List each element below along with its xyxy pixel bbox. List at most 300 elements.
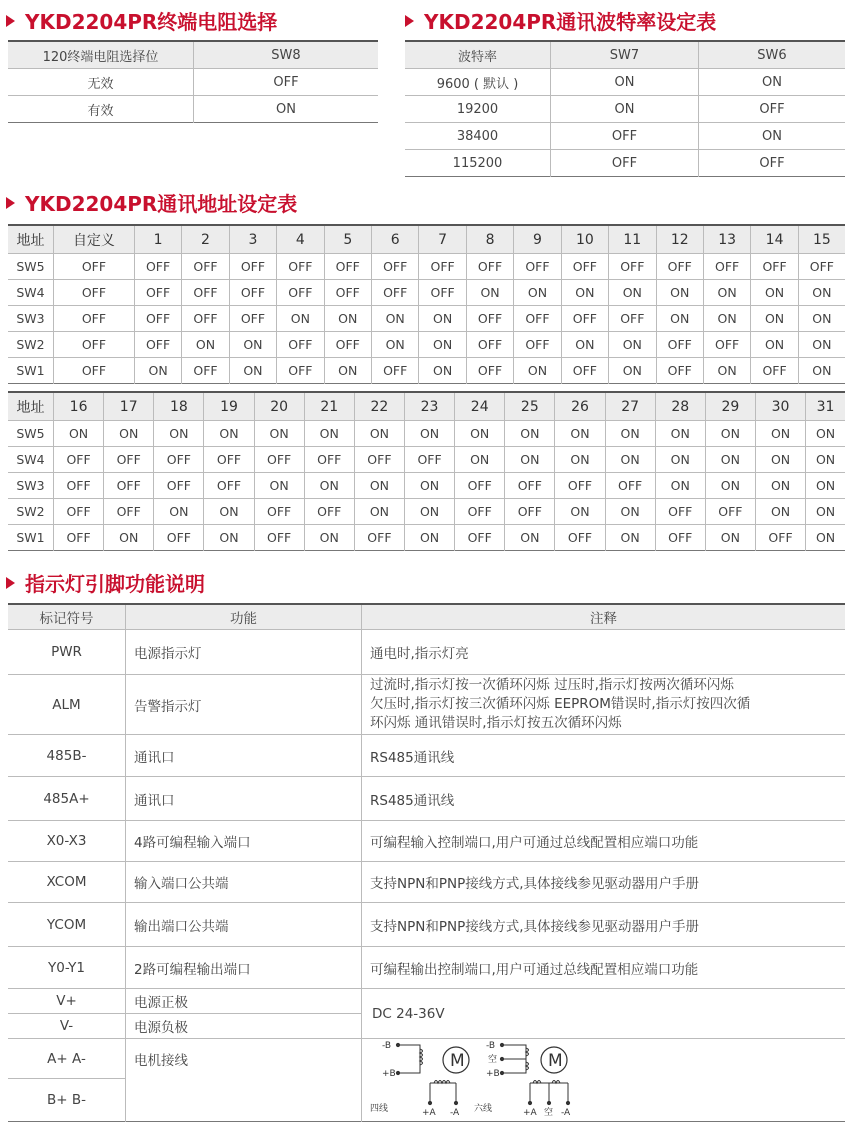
- alm-note-line: 欠压时,指示灯按三次循环闪烁 EEPROM错误时,指示灯按四次循: [370, 696, 751, 712]
- table-cell: SW3: [8, 306, 54, 332]
- table-cell: 30: [755, 392, 805, 421]
- table-cell: OFF: [254, 525, 304, 551]
- six-a-minus-label: -A: [561, 1108, 571, 1118]
- table-cell: OFF: [561, 358, 608, 384]
- table-cell: OFF: [656, 332, 703, 358]
- motor-wiring-cell: [362, 1039, 846, 1122]
- table-cell: ON: [324, 358, 371, 384]
- table-cell: 5: [324, 225, 371, 254]
- table-cell: OFF: [182, 254, 229, 280]
- table-cell: OFF: [455, 499, 505, 525]
- table-cell: ON: [605, 525, 655, 551]
- table-cell: OFF: [354, 447, 404, 473]
- table-cell: ON: [705, 473, 755, 499]
- section-title-led: 指示灯引脚功能说明: [6, 568, 205, 597]
- table-cell: 9600 ( 默认 ): [405, 69, 551, 96]
- table-cell: SW1: [8, 358, 54, 384]
- section-title-termination: YKD2204PR终端电阻选择: [6, 6, 277, 35]
- table-cell: OFF: [419, 254, 466, 280]
- table-cell: ALM: [8, 675, 126, 735]
- table-cell: 12: [656, 225, 703, 254]
- table-cell: OFF: [551, 150, 699, 177]
- table-row: [405, 150, 845, 177]
- table-cell: ON: [655, 421, 705, 447]
- table-cell: 19: [204, 392, 254, 421]
- table-cell: ON: [182, 332, 229, 358]
- table-cell: ON: [104, 525, 154, 551]
- table-cell: OFF: [134, 332, 181, 358]
- six-a-mid-label: 空: [544, 1108, 554, 1118]
- table-cell: OFF: [703, 332, 750, 358]
- table-cell: 2: [182, 225, 229, 254]
- table-cell: ON: [277, 306, 324, 332]
- table-cell: 31: [806, 392, 845, 421]
- table-row: [8, 777, 845, 821]
- table-cell: 27: [605, 392, 655, 421]
- table-cell: A+ A-: [8, 1039, 126, 1079]
- table-cell: 8: [466, 225, 513, 254]
- table-cell: OFF: [404, 447, 454, 473]
- table-cell: 24: [455, 392, 505, 421]
- table-header-row: [8, 604, 845, 630]
- table-cell: ON: [755, 447, 805, 473]
- table-cell: ON: [755, 473, 805, 499]
- table-cell: ON: [304, 525, 354, 551]
- table-cell: ON: [404, 421, 454, 447]
- table-row: [405, 96, 845, 123]
- table-cell: ON: [609, 358, 656, 384]
- table-cell: OFF: [703, 254, 750, 280]
- table-cell: OFF: [54, 254, 135, 280]
- table-cell: 无效: [8, 69, 194, 96]
- address-table-0-15: [8, 224, 845, 384]
- table-row: [8, 473, 845, 499]
- table-cell: ON: [699, 123, 846, 150]
- power-note: DC 24-36V: [372, 1005, 445, 1022]
- baud-table: [405, 40, 845, 177]
- table-cell: ON: [609, 332, 656, 358]
- table-cell: OFF: [324, 254, 371, 280]
- table-cell: OFF: [104, 499, 154, 525]
- table-cell: OFF: [466, 332, 513, 358]
- termination-table: [8, 40, 378, 123]
- four-a-plus-label: +A: [422, 1108, 436, 1118]
- table-cell: OFF: [655, 525, 705, 551]
- table-cell: OFF: [54, 332, 135, 358]
- table-cell: ON: [371, 332, 418, 358]
- table-cell: OFF: [514, 332, 561, 358]
- table-cell: OFF: [154, 447, 204, 473]
- table-cell: OFF: [254, 499, 304, 525]
- table-cell: ON: [655, 473, 705, 499]
- table-row: [8, 735, 845, 777]
- table-row: [8, 306, 845, 332]
- table-cell: OFF: [555, 525, 605, 551]
- motor-letter: M: [450, 1051, 465, 1071]
- table-cell: ON: [204, 421, 254, 447]
- table-cell: RS485通讯线: [362, 735, 846, 777]
- table-cell: ON: [54, 421, 104, 447]
- table-cell: ON: [705, 447, 755, 473]
- table-cell: 21: [304, 392, 354, 421]
- table-cell: OFF: [154, 473, 204, 499]
- table-cell: 可编程输出控制端口,用户可通过总线配置相应端口功能: [362, 947, 846, 989]
- six-a-plus-label: +A: [523, 1108, 537, 1118]
- table-cell: ON: [705, 525, 755, 551]
- table-cell: 18: [154, 392, 204, 421]
- table-cell: ON: [751, 280, 798, 306]
- table-cell: 20: [254, 392, 304, 421]
- table-cell: OFF: [656, 358, 703, 384]
- table-cell: OFF: [194, 69, 379, 96]
- table-cell: ON: [229, 332, 276, 358]
- table-row: [8, 821, 845, 862]
- table-cell: ON: [514, 280, 561, 306]
- table-row: [8, 903, 845, 947]
- table-cell: OFF: [505, 473, 555, 499]
- table-row: [8, 499, 845, 525]
- table-cell: OFF: [656, 254, 703, 280]
- table-cell: OFF: [54, 306, 135, 332]
- table-row: [8, 69, 378, 96]
- table-cell: 通讯口: [126, 777, 362, 821]
- table-cell: ON: [154, 421, 204, 447]
- table-cell: OFF: [204, 447, 254, 473]
- table-cell: 13: [703, 225, 750, 254]
- table-row: [405, 123, 845, 150]
- table-cell: 6: [371, 225, 418, 254]
- four-b-plus-label: +B: [382, 1069, 396, 1079]
- table-cell: OFF: [555, 473, 605, 499]
- table-cell: V+: [8, 989, 126, 1014]
- table-cell: OFF: [699, 96, 846, 123]
- table-cell: 485A+: [8, 777, 126, 821]
- table-cell: OFF: [419, 280, 466, 306]
- table-row: [8, 280, 845, 306]
- table-cell: YCOM: [8, 903, 126, 947]
- table-cell: 自定义: [54, 225, 135, 254]
- table-cell: OFF: [229, 254, 276, 280]
- table-cell: OFF: [751, 358, 798, 384]
- table-cell: OFF: [104, 473, 154, 499]
- table-cell: ON: [806, 525, 845, 551]
- table-cell: OFF: [755, 525, 805, 551]
- table-cell: OFF: [134, 254, 181, 280]
- table-cell: ON: [806, 421, 845, 447]
- table-cell: ON: [505, 421, 555, 447]
- table-cell: ON: [605, 447, 655, 473]
- table-cell: OFF: [229, 306, 276, 332]
- table-row: [8, 332, 845, 358]
- table-cell: ON: [605, 421, 655, 447]
- table-cell: 16: [54, 392, 104, 421]
- table-cell: ON: [555, 421, 605, 447]
- table-cell: OFF: [54, 525, 104, 551]
- table-cell: OFF: [324, 280, 371, 306]
- table-cell: OFF: [182, 358, 229, 384]
- table-row: [8, 525, 845, 551]
- table-cell: ON: [555, 447, 605, 473]
- table-cell: ON: [254, 421, 304, 447]
- table-cell: OFF: [371, 254, 418, 280]
- table-cell: ON: [605, 499, 655, 525]
- four-a-minus-label: -A: [450, 1108, 460, 1118]
- table-cell: ON: [751, 306, 798, 332]
- table-cell: OFF: [154, 525, 204, 551]
- table-cell: OFF: [505, 499, 555, 525]
- table-row: [8, 358, 845, 384]
- table-cell: 1: [134, 225, 181, 254]
- table-cell: OFF: [699, 150, 846, 177]
- alm-note-line: 过流时,指示灯按一次循环闪烁 过压时,指示灯按两次循环闪烁: [370, 677, 734, 693]
- table-cell: ON: [354, 421, 404, 447]
- table-cell: V-: [8, 1014, 126, 1039]
- table-cell: OFF: [277, 280, 324, 306]
- table-cell: ON: [419, 358, 466, 384]
- table-cell: OFF: [514, 254, 561, 280]
- table-cell: ON: [656, 306, 703, 332]
- table-cell: OFF: [514, 306, 561, 332]
- section-title-address: YKD2204PR通讯地址设定表: [6, 188, 297, 217]
- table-cell: 标记符号: [8, 604, 126, 630]
- table-cell: ON: [561, 280, 608, 306]
- table-cell: OFF: [277, 358, 324, 384]
- table-cell: 15: [798, 225, 845, 254]
- table-cell: OFF: [104, 447, 154, 473]
- table-cell: ON: [806, 473, 845, 499]
- table-row: [8, 447, 845, 473]
- table-cell: SW3: [8, 473, 54, 499]
- table-cell: OFF: [54, 499, 104, 525]
- table-cell: SW4: [8, 447, 54, 473]
- table-cell: 28: [655, 392, 705, 421]
- table-cell: 2路可编程输出端口: [126, 947, 362, 989]
- table-cell: 支持NPN和PNP接线方式,具体接线参见驱动器用户手册: [362, 903, 846, 947]
- table-cell: 3: [229, 225, 276, 254]
- table-cell: SW5: [8, 254, 54, 280]
- table-cell: ON: [505, 447, 555, 473]
- triangle-bullet-icon: [6, 15, 15, 27]
- table-cell: SW2: [8, 499, 54, 525]
- six-b-minus-label: -B: [486, 1041, 496, 1051]
- table-cell: OFF: [277, 254, 324, 280]
- table-cell: 29: [705, 392, 755, 421]
- table-cell: ON: [609, 280, 656, 306]
- table-cell: Y0-Y1: [8, 947, 126, 989]
- motor-letter: M: [548, 1051, 563, 1071]
- table-cell: ON: [798, 280, 845, 306]
- table-cell: ON: [798, 332, 845, 358]
- table-cell: SW2: [8, 332, 54, 358]
- table-cell: OFF: [705, 499, 755, 525]
- table-cell: ON: [505, 525, 555, 551]
- table-cell: 地址: [8, 225, 54, 254]
- table-cell: ON: [354, 499, 404, 525]
- table-cell: ON: [798, 306, 845, 332]
- table-cell: OFF: [324, 332, 371, 358]
- table-cell: 9: [514, 225, 561, 254]
- table-cell: ON: [699, 69, 846, 96]
- table-row: [405, 69, 845, 96]
- table-cell: ON: [798, 358, 845, 384]
- table-cell: 注释: [362, 604, 846, 630]
- table-cell: 有效: [8, 96, 194, 123]
- table-cell: ON: [194, 96, 379, 123]
- table-cell: OFF: [561, 254, 608, 280]
- table-cell: OFF: [54, 280, 135, 306]
- table-cell: OFF: [54, 358, 135, 384]
- table-cell: OFF: [798, 254, 845, 280]
- table-cell: ON: [703, 280, 750, 306]
- table-cell: ON: [354, 473, 404, 499]
- table-cell: OFF: [134, 280, 181, 306]
- table-cell: X0-X3: [8, 821, 126, 862]
- led-pin-table: [8, 603, 845, 1122]
- table-cell: 支持NPN和PNP接线方式,具体接线参见驱动器用户手册: [362, 862, 846, 903]
- table-row: [8, 675, 845, 735]
- table-cell: OFF: [182, 280, 229, 306]
- table-cell: 23: [404, 392, 454, 421]
- table-cell: ON: [404, 473, 454, 499]
- triangle-bullet-icon: [6, 577, 15, 589]
- alm-note-line: 环闪烁 通讯错误时,指示灯按五次循环闪烁: [370, 715, 622, 731]
- table-cell: SW1: [8, 525, 54, 551]
- table-cell: 电源负极: [126, 1014, 362, 1039]
- table-cell: PWR: [8, 630, 126, 675]
- table-cell: ON: [455, 421, 505, 447]
- table-cell: 115200: [405, 150, 551, 177]
- table-cell: 功能: [126, 604, 362, 630]
- table-row: [8, 630, 845, 675]
- table-cell: B+ B-: [8, 1079, 126, 1122]
- table-cell: [362, 675, 846, 735]
- table-cell: ON: [204, 525, 254, 551]
- four-b-minus-label: -B: [382, 1041, 392, 1051]
- table-cell: 电源指示灯: [126, 630, 362, 675]
- table-cell: SW5: [8, 421, 54, 447]
- table-row: [8, 989, 845, 1014]
- table-cell: ON: [324, 306, 371, 332]
- table-cell: ON: [304, 473, 354, 499]
- table-cell: 电机接线: [126, 1039, 362, 1122]
- table-cell: OFF: [304, 499, 354, 525]
- triangle-bullet-icon: [405, 15, 414, 27]
- table-header-row: [8, 225, 845, 254]
- table-cell: ON: [304, 421, 354, 447]
- table-cell: 14: [751, 225, 798, 254]
- table-row: [8, 254, 845, 280]
- table-cell: 17: [104, 392, 154, 421]
- four-wire-caption: 四线: [370, 1104, 389, 1114]
- table-cell: SW7: [551, 41, 699, 69]
- table-cell: OFF: [751, 254, 798, 280]
- table-cell: OFF: [605, 473, 655, 499]
- table-cell: ON: [404, 499, 454, 525]
- table-cell: ON: [371, 306, 418, 332]
- table-cell: ON: [154, 499, 204, 525]
- table-cell: OFF: [561, 306, 608, 332]
- table-cell: ON: [419, 306, 466, 332]
- table-cell: 485B-: [8, 735, 126, 777]
- table-cell: ON: [134, 358, 181, 384]
- table-cell: OFF: [354, 525, 404, 551]
- table-cell: ON: [419, 332, 466, 358]
- table-cell: ON: [703, 306, 750, 332]
- table-cell: 地址: [8, 392, 54, 421]
- table-cell: ON: [755, 499, 805, 525]
- table-cell: OFF: [466, 358, 513, 384]
- table-cell: 7: [419, 225, 466, 254]
- table-cell: 4: [277, 225, 324, 254]
- table-cell: ON: [561, 332, 608, 358]
- table-cell: SW6: [699, 41, 846, 69]
- table-cell: 输出端口公共端: [126, 903, 362, 947]
- table-cell: XCOM: [8, 862, 126, 903]
- section-title-baud: YKD2204PR通讯波特率设定表: [405, 6, 716, 35]
- table-cell: OFF: [229, 280, 276, 306]
- table-cell: ON: [551, 96, 699, 123]
- table-cell: 38400: [405, 123, 551, 150]
- table-cell: ON: [806, 499, 845, 525]
- table-row: [8, 947, 845, 989]
- table-cell: OFF: [466, 254, 513, 280]
- table-cell: ON: [204, 499, 254, 525]
- triangle-bullet-icon: [6, 197, 15, 209]
- table-cell: ON: [705, 421, 755, 447]
- table-cell: ON: [751, 332, 798, 358]
- table-cell: ON: [806, 447, 845, 473]
- table-cell: ON: [104, 421, 154, 447]
- table-cell: OFF: [455, 525, 505, 551]
- table-cell: ON: [404, 525, 454, 551]
- table-cell: OFF: [204, 473, 254, 499]
- table-cell: OFF: [254, 447, 304, 473]
- table-row: [8, 96, 378, 123]
- table-cell: OFF: [134, 306, 181, 332]
- table-cell: OFF: [54, 473, 104, 499]
- table-cell: ON: [254, 473, 304, 499]
- table-cell: 22: [354, 392, 404, 421]
- six-mid-label: 空: [488, 1055, 498, 1065]
- table-row: [8, 862, 845, 903]
- table-cell: ON: [656, 280, 703, 306]
- motor-wiring-diagram: [370, 1039, 670, 1121]
- table-cell: OFF: [551, 123, 699, 150]
- table-cell: 11: [609, 225, 656, 254]
- table-cell: OFF: [609, 306, 656, 332]
- table-cell: ON: [555, 499, 605, 525]
- table-cell: ON: [551, 69, 699, 96]
- six-b-plus-label: +B: [486, 1069, 500, 1079]
- table-row: [8, 421, 845, 447]
- table-cell: SW8: [194, 41, 379, 69]
- table-cell: 26: [555, 392, 605, 421]
- table-cell: OFF: [455, 473, 505, 499]
- table-cell: ON: [466, 280, 513, 306]
- table-cell: ON: [755, 421, 805, 447]
- table-cell: 电源正极: [126, 989, 362, 1014]
- table-cell: 通讯口: [126, 735, 362, 777]
- six-wire-caption: 六线: [474, 1104, 493, 1114]
- table-header-row: [8, 392, 845, 421]
- table-cell: 120终端电阻选择位: [8, 41, 194, 69]
- table-cell: ON: [455, 447, 505, 473]
- table-row: [8, 1039, 845, 1079]
- table-cell: ON: [655, 447, 705, 473]
- table-cell: OFF: [609, 254, 656, 280]
- table-cell: RS485通讯线: [362, 777, 846, 821]
- table-cell: [362, 989, 846, 1039]
